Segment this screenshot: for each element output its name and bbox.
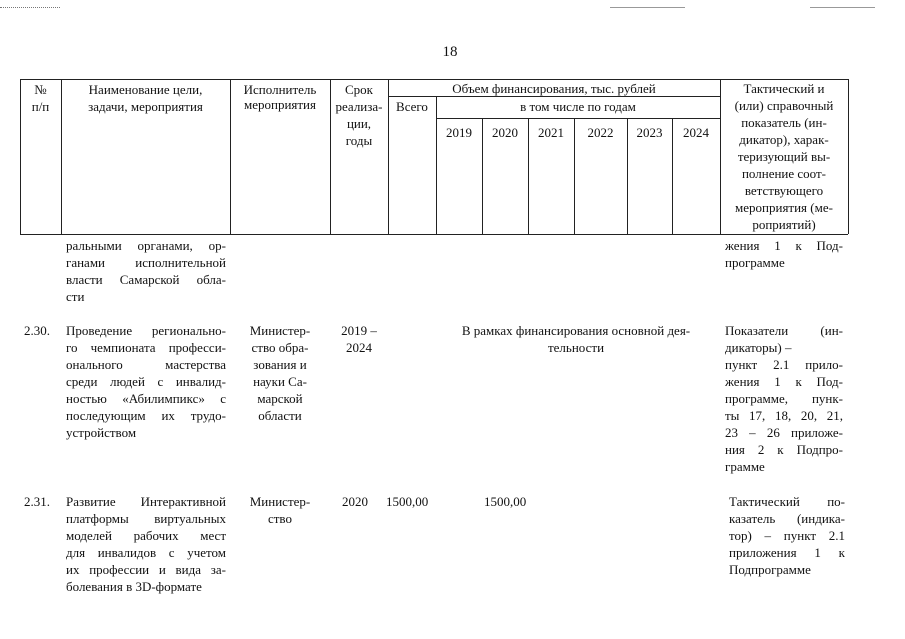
- row-name-line: го чемпионата професси-: [66, 340, 226, 355]
- header-indicator: (или) справочный: [734, 98, 834, 113]
- header-indicator: полнение соот-: [741, 166, 827, 181]
- row-name-line: Развитие Интерактивной: [66, 494, 226, 509]
- page-number: 18: [442, 44, 458, 60]
- header-indicator: мероприятия (ме-: [735, 200, 833, 215]
- continuation-name-line: сти: [66, 289, 85, 304]
- row-name-line: платформы виртуальных: [66, 511, 226, 526]
- header-year: 2021: [538, 125, 564, 140]
- scan-artifact: [810, 7, 875, 8]
- continuation-name-line: ганами исполнительной: [66, 255, 226, 270]
- row-name-line: моделей рабочих мест: [66, 528, 226, 543]
- row-indicator-line: 23 – 26 приложе-: [725, 425, 843, 440]
- row-executor-line: Министер-: [249, 323, 311, 338]
- header-term: ции,: [346, 116, 372, 131]
- continuation-indicator-line: программе: [725, 255, 785, 270]
- continuation-name-line: ральными органами, ор-: [66, 238, 226, 253]
- row-name-line: их профессии и вида за-: [66, 562, 226, 577]
- header-num: №: [34, 82, 47, 97]
- row-finance-note: тельности: [547, 340, 605, 355]
- header-name: Наименование цели,: [88, 82, 203, 97]
- header-indicator: роприятий): [752, 217, 816, 232]
- header-term: реализа-: [335, 99, 383, 114]
- header-year: 2022: [587, 125, 614, 140]
- row-year-2020: 1500,00: [484, 494, 527, 509]
- row-executor-line: ство: [267, 511, 292, 526]
- header-indicator: показатель (ин-: [741, 115, 827, 130]
- row-indicator-line: программе, пунк-: [725, 391, 843, 406]
- row-executor-line: марской: [257, 391, 303, 406]
- row-term: 2020: [342, 494, 368, 509]
- header-executor: Исполнитель: [243, 82, 317, 97]
- row-indicator-line: дикаторы) –: [725, 340, 792, 355]
- row-indicator-line: пункт 2.1 прило-: [725, 357, 843, 372]
- scan-artifact: [0, 7, 60, 8]
- row-executor-line: зования и: [253, 357, 307, 372]
- row-executor-line: области: [258, 408, 302, 423]
- header-term: годы: [345, 133, 373, 148]
- row-name-line: среди людей с инвалид-: [66, 374, 226, 389]
- row-indicator-line: ния 2 к Подпро-: [725, 442, 843, 457]
- row-indicator-line: грамме: [725, 459, 765, 474]
- header-executor: мероприятия: [243, 97, 316, 112]
- row-term-line: 2019 –: [341, 323, 377, 338]
- row-name-line: онального мастерства: [66, 357, 226, 372]
- header-by-years: в том числе по годам: [520, 99, 636, 114]
- row-executor-line: ство обра-: [251, 340, 309, 355]
- row-executor-line: науки Са-: [253, 374, 307, 389]
- row-indicator-line: ты 17, 18, 20, 21,: [725, 408, 843, 423]
- row-finance-note: В рамках финансирования основной дея-: [461, 323, 691, 338]
- header-name: задачи, мероприятия: [88, 99, 203, 114]
- row-name-line: для инвалидов с учетом: [66, 545, 226, 560]
- header-indicator: дикатор), харак-: [739, 132, 829, 147]
- continuation-name-line: власти Самарской обла-: [66, 272, 226, 287]
- row-indicator-line: Показатели (ин-: [725, 323, 843, 338]
- row-number: 2.31.: [24, 494, 50, 509]
- row-name-line: болевания в 3D-формате: [66, 579, 202, 594]
- header-total: Всего: [396, 99, 428, 114]
- row-executor-line: Министер-: [249, 494, 311, 509]
- header-num: п/п: [31, 99, 50, 114]
- row-indicator-line: Подпрограмме: [729, 562, 811, 577]
- header-year: 2020: [492, 125, 518, 140]
- header-finance-title: Объем финансирования, тыс. рублей: [452, 81, 656, 96]
- row-name-line: устройством: [66, 425, 137, 440]
- row-total: 1500,00: [386, 494, 429, 509]
- row-indicator-line: тор) – пункт 2.1: [729, 528, 845, 543]
- continuation-indicator-line: жения 1 к Под-: [725, 238, 843, 253]
- row-number: 2.30.: [24, 323, 50, 338]
- row-indicator-line: приложения 1 к: [729, 545, 845, 560]
- header-year: 2019: [446, 125, 472, 140]
- header-indicator: ветствующего: [744, 183, 824, 198]
- row-name-line: ностью «Абилимпикс» с: [66, 391, 226, 406]
- row-indicator-line: казатель (индика-: [729, 511, 845, 526]
- scan-artifact: [610, 7, 685, 8]
- row-indicator-line: жения 1 к Под-: [725, 374, 843, 389]
- row-indicator-line: Тактический по-: [729, 494, 845, 509]
- row-name-line: последующим их трудо-: [66, 408, 226, 423]
- row-name-line: Проведение регионально-: [66, 323, 226, 338]
- header-year: 2023: [636, 125, 663, 140]
- row-term-line: 2024: [346, 340, 372, 355]
- header-indicator: Тактический и: [743, 81, 825, 96]
- header-year: 2024: [683, 125, 709, 140]
- header-indicator: теризующий вы-: [737, 149, 831, 164]
- header-term: Срок: [345, 82, 373, 97]
